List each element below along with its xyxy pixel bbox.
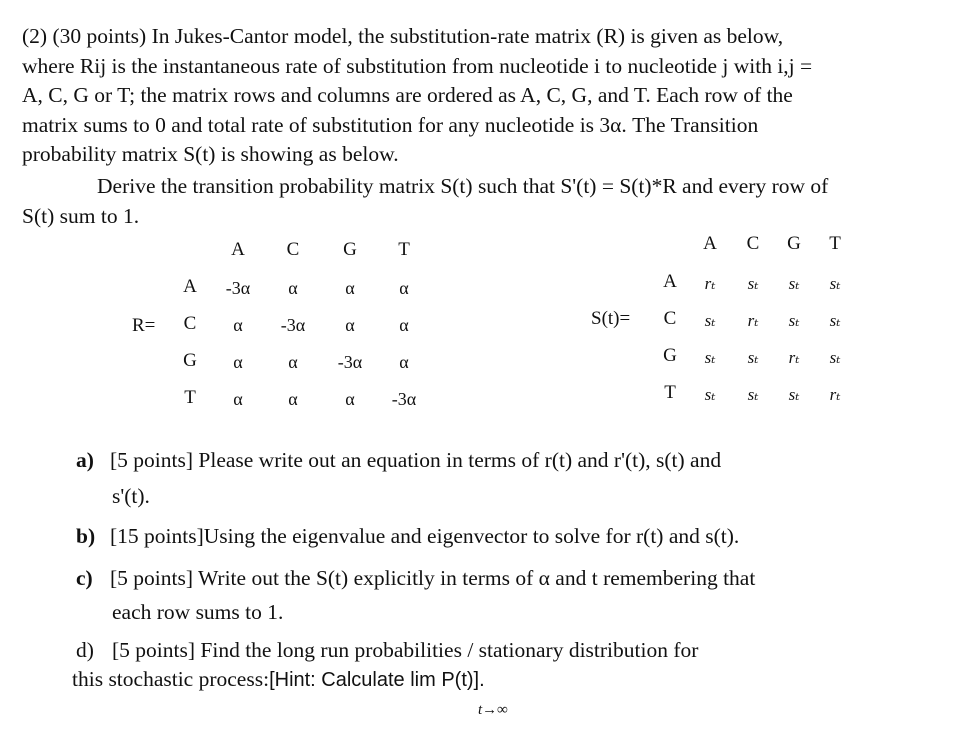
matrix-s-col-header: G xyxy=(787,233,801,254)
matrix-r-row-header: G xyxy=(183,350,197,371)
matrix-s-cell: sₜ xyxy=(829,274,841,293)
matrix-r-cell: α xyxy=(288,352,298,372)
matrix-s-cell: sₜ xyxy=(747,348,759,367)
matrix-r-cell: -3α xyxy=(391,389,417,409)
question-a-marker: a) xyxy=(76,448,94,472)
matrix-s-col-header: C xyxy=(746,233,760,254)
matrix-s-row-header: C xyxy=(663,308,677,329)
intro-line: probability matrix S(t) is showing as below. xyxy=(22,142,399,166)
matrix-s-cell: sₜ xyxy=(829,348,841,367)
matrix-r-cell: -3α xyxy=(337,352,363,372)
matrix-s-col-header: T xyxy=(829,233,841,254)
matrix-r-col-header: C xyxy=(286,239,300,260)
matrix-r-cell: α xyxy=(345,315,355,335)
derive-instruction-cont: S(t) sum to 1. xyxy=(22,204,140,228)
matrix-s-cell: sₜ xyxy=(788,311,800,330)
matrix-r-cell: α xyxy=(399,352,409,372)
question-d-cont xyxy=(72,667,485,692)
question-a xyxy=(76,448,721,473)
matrix-s-cell: rₜ xyxy=(704,274,716,293)
question-d-marker: d) xyxy=(76,638,94,662)
matrix-s-cell: sₜ xyxy=(704,311,716,330)
matrix-s-row-header: A xyxy=(663,271,677,292)
question-a-cont: s'(t). xyxy=(112,484,150,508)
question-b xyxy=(76,524,739,549)
question-c-marker: c) xyxy=(76,566,93,590)
matrix-s-row-header: T xyxy=(664,382,676,403)
limit-subscript: t→∞ xyxy=(478,702,508,718)
derive-instruction: Derive the transition probability matrix S(t) such that S'(t) = S(t)*R and every row of xyxy=(97,174,829,198)
intro-line: (2) (30 points) In Jukes-Cantor model, the substitution-rate matrix (R) is given as below, xyxy=(22,24,784,48)
matrix-r-label: R= xyxy=(132,315,156,336)
matrix-r-cell: α xyxy=(288,278,298,298)
question-a-text: [5 points] Please write out an equation in terms of r(t) and r'(t), s(t) and xyxy=(110,448,722,472)
intro-line: A, C, G or T; the matrix rows and columns are ordered as A, C, G, and T. Each row of the xyxy=(22,83,793,107)
question-b-marker: b) xyxy=(76,524,96,548)
matrix-r-row-header: A xyxy=(183,276,197,297)
matrix-r-row-header: T xyxy=(184,387,196,408)
matrix-s-cell: sₜ xyxy=(747,385,759,404)
matrix-r-cell: α xyxy=(399,315,409,335)
question-d xyxy=(76,638,698,663)
matrix-r-cell: α xyxy=(288,389,298,409)
question-d-text: [5 points] Find the long run probabilities / stationary distribution for xyxy=(112,638,699,662)
question-b-text: [15 points]Using the eigenvalue and eigenvector to solve for r(t) and s(t). xyxy=(110,524,740,548)
matrix-r-col-header: A xyxy=(231,239,245,260)
matrix-s-cell: sₜ xyxy=(704,385,716,404)
matrix-s-cell: rₜ xyxy=(788,348,800,367)
matrix-r-cell: α xyxy=(345,389,355,409)
matrix-s-cell: sₜ xyxy=(829,311,841,330)
matrix-r-col-header: T xyxy=(398,239,410,260)
problem-intro xyxy=(22,22,812,170)
matrix-s-cell: sₜ xyxy=(747,274,759,293)
question-d-prefix: this stochastic process: xyxy=(72,667,270,691)
matrix-s-col-header: A xyxy=(703,233,717,254)
matrix-r-col-header: G xyxy=(343,239,357,260)
matrix-r-cell: α xyxy=(345,278,355,298)
intro-line: where Rij is the instantaneous rate of substitution from nucleotide i to nucleotide j with i,j = xyxy=(22,53,813,78)
matrix-r-cell: α xyxy=(233,389,243,409)
intro-line: matrix sums to 0 and total rate of substitution for any nucleotide is 3α. The Transition xyxy=(22,112,759,137)
question-c-text: [5 points] Write out the S(t) explicitly in terms of α and t remembering that xyxy=(110,566,756,590)
matrix-s-cell: sₜ xyxy=(704,348,716,367)
question-d-hint: [Hint: Calculate lim P(t)]. xyxy=(269,669,485,691)
question-c xyxy=(76,566,755,591)
matrix-s-cell: sₜ xyxy=(788,274,800,293)
matrix-r-row-header: C xyxy=(183,313,197,334)
question-c-cont: each row sums to 1. xyxy=(112,600,284,624)
matrix-s-label: S(t)= xyxy=(591,308,631,329)
matrix-s-cell: rₜ xyxy=(829,385,841,404)
matrix-s-cell: rₜ xyxy=(747,311,759,330)
matrix-r-cell: α xyxy=(233,352,243,372)
matrix-r-cell: α xyxy=(233,315,243,335)
matrix-s-row-header: G xyxy=(663,345,677,366)
matrix-r-cell: α xyxy=(399,278,409,298)
matrix-r-cell: -3α xyxy=(225,278,251,298)
matrix-r-cell: -3α xyxy=(280,315,306,335)
matrix-s-cell: sₜ xyxy=(788,385,800,404)
